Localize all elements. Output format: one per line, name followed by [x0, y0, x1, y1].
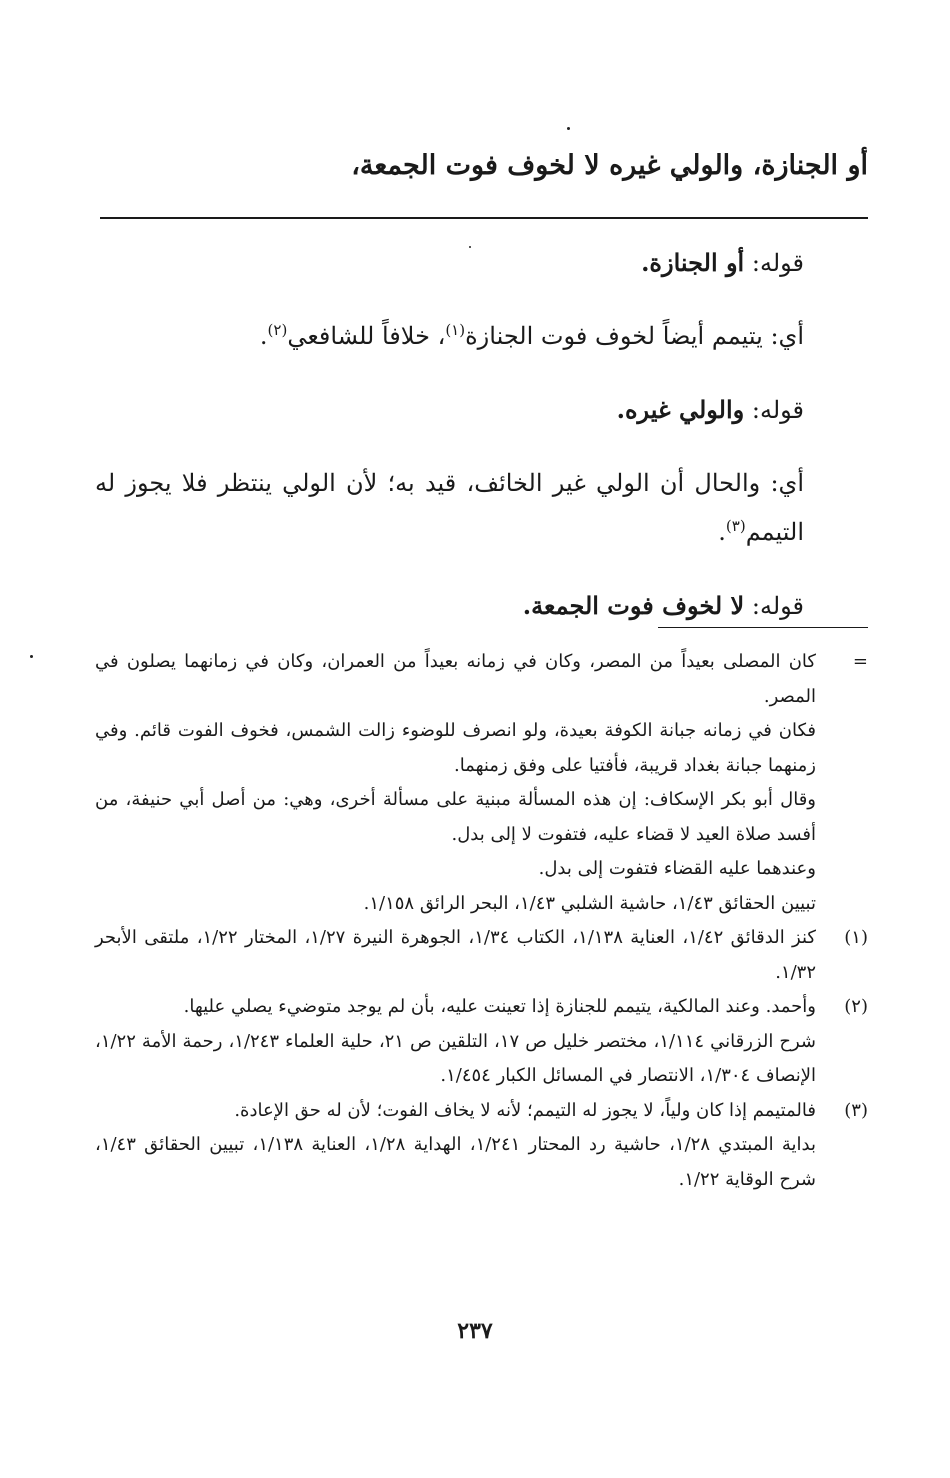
footnote-line: شرح الزرقاني ١/١١٤، مختصر خليل ص ١٧، التلقين ص ٢١، حلية العلماء ١/٢٤٣، رحمة الأمة ١/٢٢، الإنصاف ١/٣٠٤، الانتصار في المسائل الكبار ١/٤٥٤.	[95, 1030, 816, 1086]
explanation-text: أي: يتيمم أيضاً لخوف فوت الجنازة	[465, 322, 804, 350]
footnote-body	[95, 990, 816, 1094]
footnote-line: وعندهما عليه القضاء فتفوت إلى بدل.	[538, 858, 816, 879]
footnote-line: تبيين الحقائق ١/٤٣، حاشية الشلبي ١/٤٣، البحر الرائق ١/١٥٨.	[363, 892, 816, 914]
footnote-line: كان المصلى بعيداً من المصر، وكان في زمانه بعيداً من العمران، وكان في زمانهما يصلون في المصر.	[95, 651, 816, 707]
footnote-line: كنز الدقائق ١/٤٢، العناية ١/١٣٨، الكتاب ١/٣٤، الجوهرة النيرة ١/٢٧، المختار ١/٢٢، ملتقى الأبحر ١/٣٢.	[95, 927, 816, 983]
paragraph-explanation-wali	[95, 459, 862, 557]
quote-bold-text: لا لخوف فوت الجمعة.	[522, 591, 745, 620]
quote-label: قوله:	[744, 249, 804, 277]
explanation-text: أي: والحال أن الولي غير الخائف، قيد به؛ لأن الولي ينتظر فلا يجوز له التيمم	[95, 469, 805, 546]
footnote-marker: (٣)	[844, 1099, 868, 1121]
quote-label: قوله:	[744, 396, 804, 424]
explanation-text: .	[718, 518, 726, 546]
paragraph-quote-jumua	[95, 581, 862, 631]
footnote-2	[95, 990, 868, 1094]
footnote-marker: (٢)	[844, 996, 868, 1017]
footnote-body	[95, 1094, 816, 1198]
footnote-line: وقال أبو بكر الإسكاف: إن هذه المسألة مبنية على مسألة أخرى، وهي: من أصل أبي حنيفة، من أفسد صلاة العيد لا قضاء عليه، فتفوت لا إلى بدل.	[95, 789, 816, 845]
footnote-line: وأحمد. وعند المالكية، يتيمم للجنازة إذا تعينت عليه، بأن لم يوجد متوضيء يصلي عليها.	[183, 996, 816, 1017]
footnote-line: فالمتيمم إذا كان ولياً، لا يجوز له التيمم؛ لأنه لا يخاف الفوت؛ لأن له حق الإعادة.	[234, 1099, 816, 1121]
footnote-marker: =	[852, 651, 868, 672]
paragraph-quote-janaza	[95, 238, 862, 288]
footnote-marker: (١)	[844, 927, 868, 948]
explanation-text: ، خلافاً للشافعي	[287, 322, 446, 350]
running-header: أو الجنازة، والولي غيره لا لخوف فوت الجمعة،	[351, 150, 868, 181]
footnote-line: فكان في زمانه جبانة الكوفة بعيدة، ولو انصرف للوضوء زالت الشمس، فخوف الفوت قائم. وفي زمنهما جبانة بغداد قريبة، فأفتيا على وفق زمنهما.	[95, 720, 816, 776]
quote-label: قوله:	[744, 592, 804, 620]
footnote-3	[95, 1094, 868, 1198]
footnote-body	[95, 921, 816, 990]
paragraph-quote-wali	[95, 385, 862, 435]
footnote-1	[95, 921, 868, 990]
footnote-ref-3[interactable]: (٣)	[725, 517, 746, 535]
footnote-body	[95, 645, 816, 921]
ink-speck	[567, 127, 570, 130]
paragraph-explanation-janaza	[95, 312, 862, 361]
quote-bold-text: أو الجنازة.	[641, 248, 745, 277]
footnote-ref-2[interactable]: (٢)	[267, 321, 288, 339]
page-number: ٢٣٧	[457, 1318, 493, 1344]
header-rule	[100, 217, 868, 219]
footnote-ref-1[interactable]: (١)	[445, 321, 466, 339]
explanation-text: .	[259, 322, 268, 350]
footnote-continuation	[95, 645, 868, 921]
quote-bold-text: والولي غيره.	[616, 395, 745, 424]
main-text	[95, 238, 862, 631]
footnote-line: بداية المبتدي ١/٢٨، حاشية رد المحتار ١/٢٤١، الهداية ١/٢٨، العناية ١/١٣٨، تبيين الحقائق ١/٤٣، شرح الوقاية ١/٢٢.	[95, 1134, 816, 1190]
footnote-separator	[658, 627, 868, 628]
footnotes	[95, 645, 868, 1197]
ink-speck	[30, 655, 33, 658]
